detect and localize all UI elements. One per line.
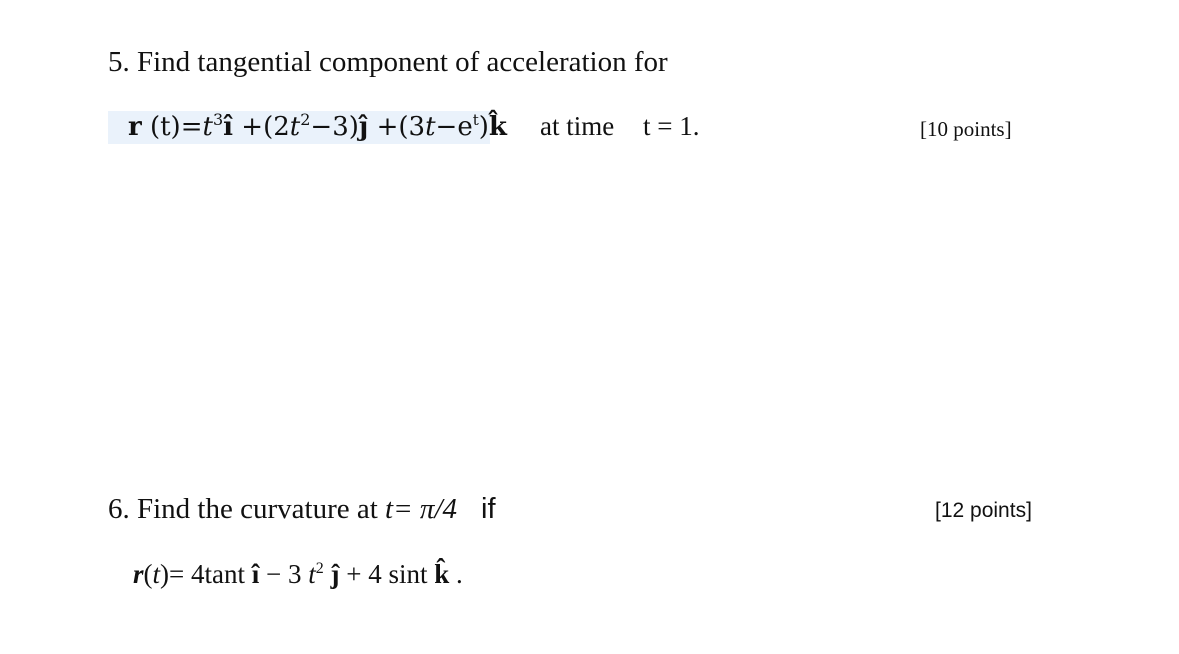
t-variable: t: [202, 112, 213, 142]
time-value: t = 1.: [643, 111, 700, 141]
question-5-heading: 5. Find tangential component of acceleration for: [108, 46, 668, 78]
formula-part: − 3: [259, 559, 309, 589]
question-5-points: [10 points]: [920, 117, 1012, 141]
formula-part: (t)=: [141, 112, 203, 142]
t-variable: t: [152, 559, 161, 589]
formula-part: + 4 sint: [339, 559, 435, 589]
r-symbol: r: [133, 559, 144, 589]
exponent: t: [472, 111, 479, 129]
formula-part: +(3: [368, 112, 426, 142]
formula-part: (: [143, 559, 153, 589]
t-variable: t: [425, 112, 436, 142]
j-hat-symbol: ĵ: [358, 112, 369, 142]
t-variable: t: [385, 493, 394, 525]
formula-part: −e: [435, 112, 473, 142]
i-hat-symbol: î: [223, 112, 234, 142]
question-6-formula: [133, 559, 463, 590]
at-time-label: at time: [540, 111, 615, 141]
formula-part: +(2: [233, 112, 290, 142]
t-variable: t: [289, 112, 301, 142]
formula-part: −3): [310, 112, 359, 142]
pi-value: = π/4: [393, 493, 457, 525]
formula-part: )= 4tant: [160, 559, 252, 589]
heading-text: 6. Find the curvature at: [108, 493, 386, 525]
i-hat-symbol: î: [251, 559, 260, 589]
j-hat-symbol: ĵ: [330, 559, 340, 589]
formula-part: [324, 559, 331, 589]
question-6-points: [12 points]: [935, 499, 1032, 522]
k-hat-symbol: k̂: [434, 559, 450, 589]
exponent: 2: [300, 110, 311, 129]
exponent: 3: [212, 110, 224, 129]
formula-part: .: [449, 559, 463, 589]
r-symbol: r: [128, 112, 142, 142]
question-5-formula: [128, 110, 507, 142]
question-6-heading: [108, 493, 496, 526]
if-word: if: [481, 493, 496, 525]
exponent: 2: [315, 560, 324, 577]
k-hat-symbol: k̂: [488, 112, 507, 142]
t-variable: t: [308, 559, 316, 589]
formula-part: ): [478, 112, 489, 142]
